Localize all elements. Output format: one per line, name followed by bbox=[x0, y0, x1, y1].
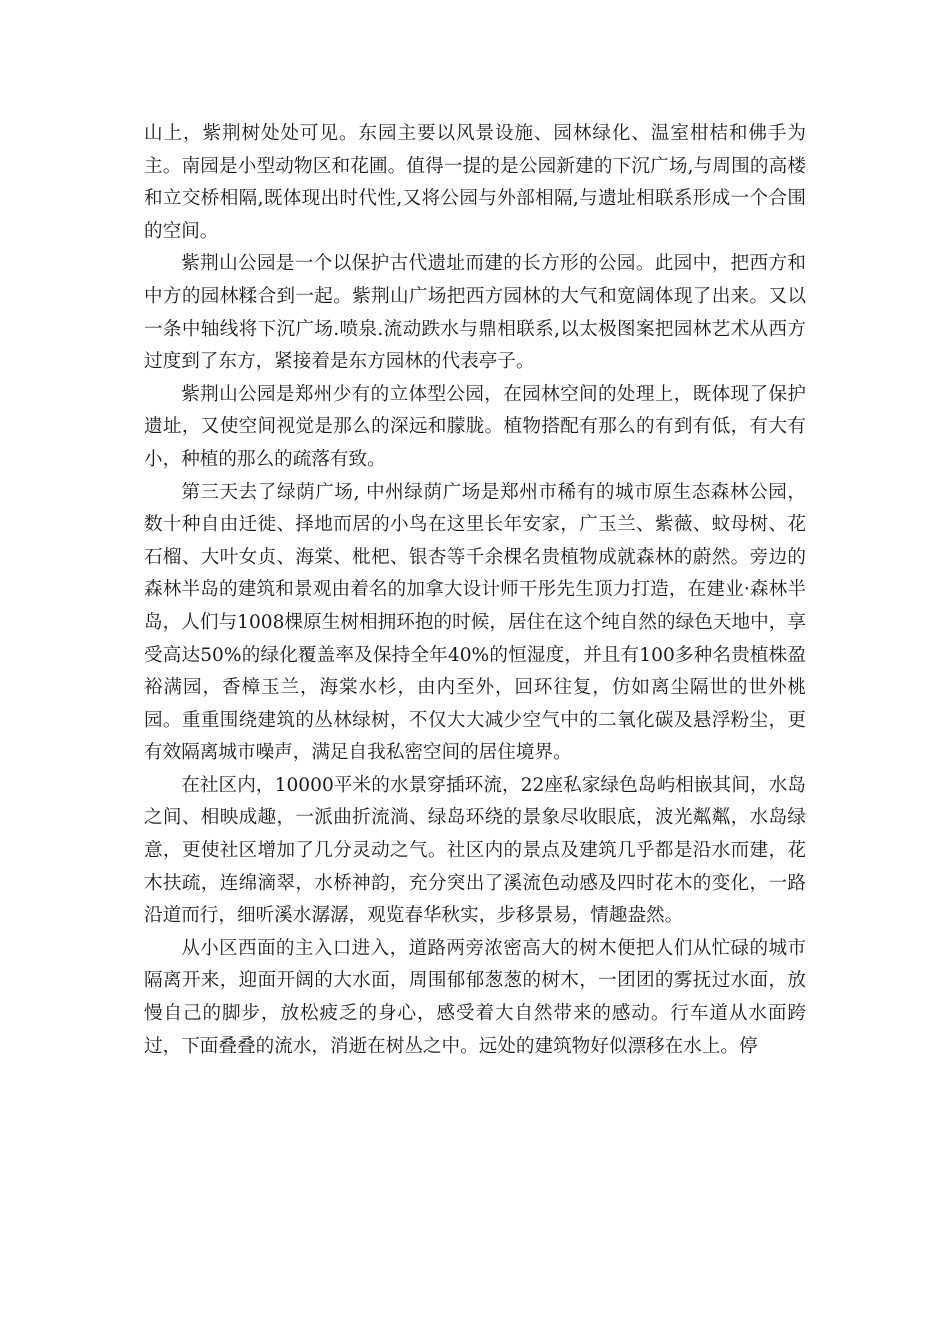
paragraph-3: 紫荆山公园是郑州少有的立体型公园，在园林空间的处理上，既体现了保护遗址，又使空间视觉是那么的深远和朦胧。植物搭配有那么的有到有低，有大有小，种植的那么的疏落有致。 bbox=[144, 383, 806, 470]
paragraph-5: 在社区内，10000平米的水景穿插环流，22座私家绿色岛屿相嵌其间，水岛之间、相映成趣，一派曲折流淌、绿岛环绕的景象尽收眼底，波光粼粼，水岛绿意，更使社区增加了几分灵动之气。社区内的景点及建筑几乎都是沿水而建，花木扶疏，连绵滴翠，水桥神韵，充分突出了溪流色动感及四时花木的变化，一路沿道而行，细听溪水潺潺，观览春华秋实，步移景易，情趣盎然。 bbox=[144, 774, 806, 927]
paragraph-1: 山上，紫荆树处处可见。东园主要以风景设施、园林绿化、温室柑桔和佛手为主。南园是小型动物区和花圃。值得一提的是公园新建的下沉广场,与周围的高楼和立交桥相隔,既体现出时代性,又将公园与外部相隔,与遗址相联系形成一个合围的空间。 bbox=[144, 123, 806, 242]
paragraph-4: 第三天去了绿荫广场, 中州绿荫广场是郑州市稀有的城市原生态森林公园，数十种自由迁徙、择地而居的小鸟在这里长年安家，广玉兰、紫薇、蚊母树、花石榴、大叶女贞、海棠、枇杷、银杏等千余棵名贵植物成就森林的蔚然。旁边的森林半岛的建筑和景观由着名的加拿大设计师干彤先生顶力打造，在建业·森林半岛，人们与1008棵原生树相拥环抱的时候，居住在这个纯自然的绿色天地中，享受高达50%的绿化覆盖率及保持全年40%的恒湿度，并且有100多种名贵植株盈裕满园，香樟玉兰，海棠水杉，由内至外，回环往复，仿如离尘隔世的世外桃园。重重围绕建筑的丛林绿树，不仅大大减少空气中的二氧化碳及悬浮粉尘，更有效隔离城市噪声，满足自我私密空间的居住境界。 bbox=[144, 481, 806, 764]
paragraph-2: 紫荆山公园是一个以保护古代遗址而建的长方形的公园。此园中，把西方和中方的园林糅合到一起。紫荆山广场把西方园林的大气和宽阔体现了出来。又以一条中轴线将下沉广场.喷泉.流动跌水与鼎相联系,以太极图案把园林艺术从西方过度到了东方，紧接着是东方园林的代表亭子。 bbox=[144, 253, 806, 373]
paragraph-6: 从小区西面的主入口进入，道路两旁浓密高大的树木便把人们从忙碌的城市隔离开来，迎面开阔的大水面，周围郁郁葱葱的树木，一团团的雾抚过水面，放慢自己的脚步，放松疲乏的身心，感受着大自然带来的感动。行车道从水面跨过，下面叠叠的流水，消逝在树丛之中。远处的建筑物好似漂移在水上。停 bbox=[144, 937, 806, 1057]
document-page bbox=[144, 118, 806, 1063]
